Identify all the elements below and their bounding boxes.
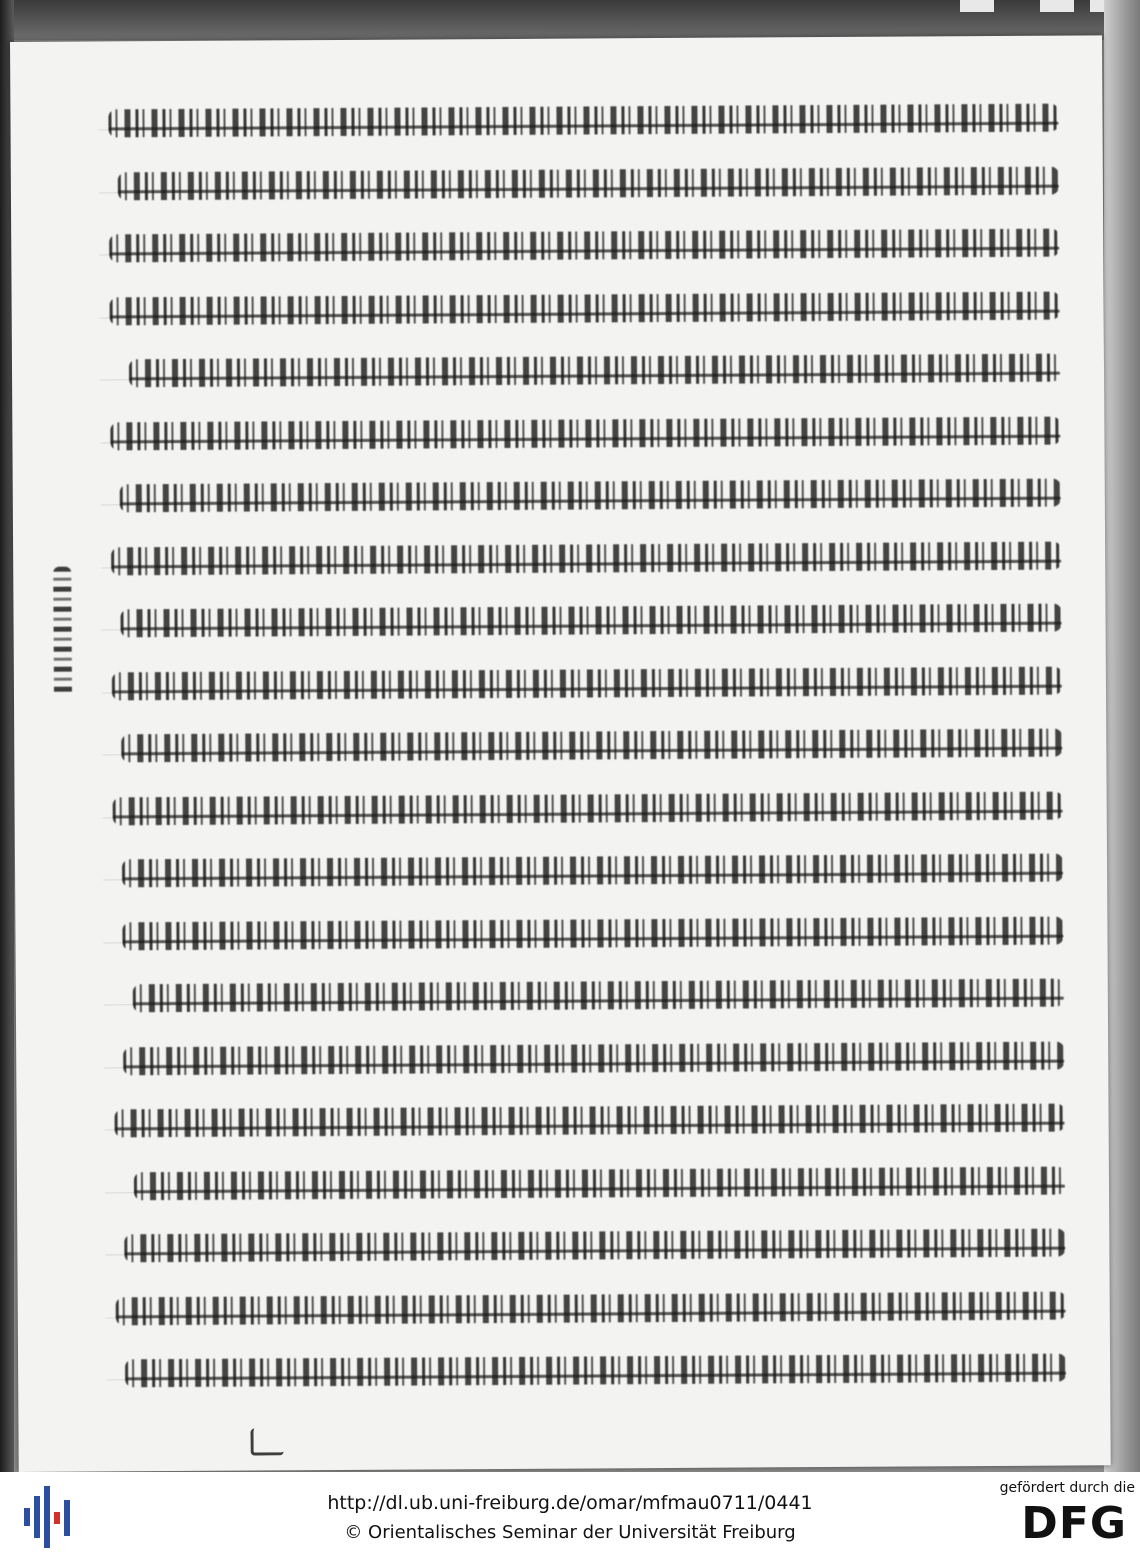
- manuscript-ink: [109, 229, 1060, 263]
- manuscript-text-block: [98, 98, 1066, 1424]
- manuscript-ink: [125, 1354, 1066, 1388]
- dfg-logo: DFG: [1021, 1498, 1127, 1549]
- scan-top-border: [0, 0, 1140, 40]
- manuscript-page: [10, 35, 1111, 1472]
- logo-bar: [34, 1496, 40, 1538]
- manuscript-line: [104, 1098, 1064, 1131]
- manuscript-line: [103, 848, 1063, 881]
- manuscript-line: [101, 535, 1061, 568]
- manuscript-ink: [133, 979, 1064, 1013]
- manuscript-line: [104, 1035, 1064, 1068]
- manuscript-line: [100, 410, 1060, 443]
- manuscript-ink: [109, 291, 1060, 325]
- funding-caption: gefördert durch die: [999, 1480, 1135, 1496]
- manuscript-line: [105, 1160, 1065, 1193]
- manuscript-ink: [123, 916, 1064, 950]
- manuscript-line: [104, 973, 1064, 1006]
- manuscript-line: [101, 473, 1061, 506]
- logo-bar: [24, 1508, 30, 1526]
- manuscript-line: [106, 1285, 1066, 1318]
- manuscript-ink: [121, 729, 1062, 763]
- manuscript-ink: [122, 854, 1063, 888]
- manuscript-line: [103, 785, 1063, 818]
- manuscript-line: [102, 723, 1062, 756]
- scan-tab: [960, 0, 994, 12]
- viewer-footer: [0, 1472, 1140, 1554]
- manuscript-line: [101, 598, 1061, 631]
- manuscript-ink: [111, 541, 1062, 575]
- manuscript-ink: [111, 666, 1062, 700]
- scan-tab: [1040, 0, 1074, 12]
- copyright-notice: © Orientalisches Seminar der Universität Freiburg: [344, 1522, 796, 1543]
- manuscript-line: [98, 98, 1058, 131]
- manuscript-ink: [123, 1041, 1064, 1075]
- document-url[interactable]: http://dl.ub.uni-freiburg.de/omar/mfmau0711/0441: [327, 1492, 813, 1514]
- manuscript-ink: [108, 104, 1059, 138]
- page-number-mark: [250, 1428, 283, 1455]
- logo-bar: [64, 1500, 70, 1536]
- manuscript-ink: [110, 416, 1061, 450]
- manuscript-ink: [112, 791, 1063, 825]
- funding-block: [985, 1478, 1135, 1550]
- manuscript-line: [100, 285, 1060, 318]
- manuscript-line: [103, 910, 1063, 943]
- manuscript-line: [102, 660, 1062, 693]
- manuscript-line: [106, 1348, 1066, 1381]
- manuscript-line: [100, 348, 1060, 381]
- manuscript-ink: [115, 1291, 1066, 1325]
- logo-bar: [44, 1486, 50, 1548]
- manuscript-ink: [114, 1104, 1065, 1138]
- manuscript-ink: [120, 479, 1061, 513]
- manuscript-line: [99, 223, 1059, 256]
- ub-freiburg-logo-icon: [18, 1486, 72, 1546]
- manuscript-ink: [118, 166, 1059, 200]
- margin-note: [53, 567, 72, 697]
- logo-bar: [54, 1512, 60, 1524]
- manuscript-ink: [129, 354, 1060, 388]
- manuscript-line: [99, 160, 1059, 193]
- manuscript-line: [105, 1223, 1065, 1256]
- manuscript-ink: [121, 604, 1062, 638]
- manuscript-ink: [124, 1229, 1065, 1263]
- manuscript-ink: [134, 1166, 1065, 1200]
